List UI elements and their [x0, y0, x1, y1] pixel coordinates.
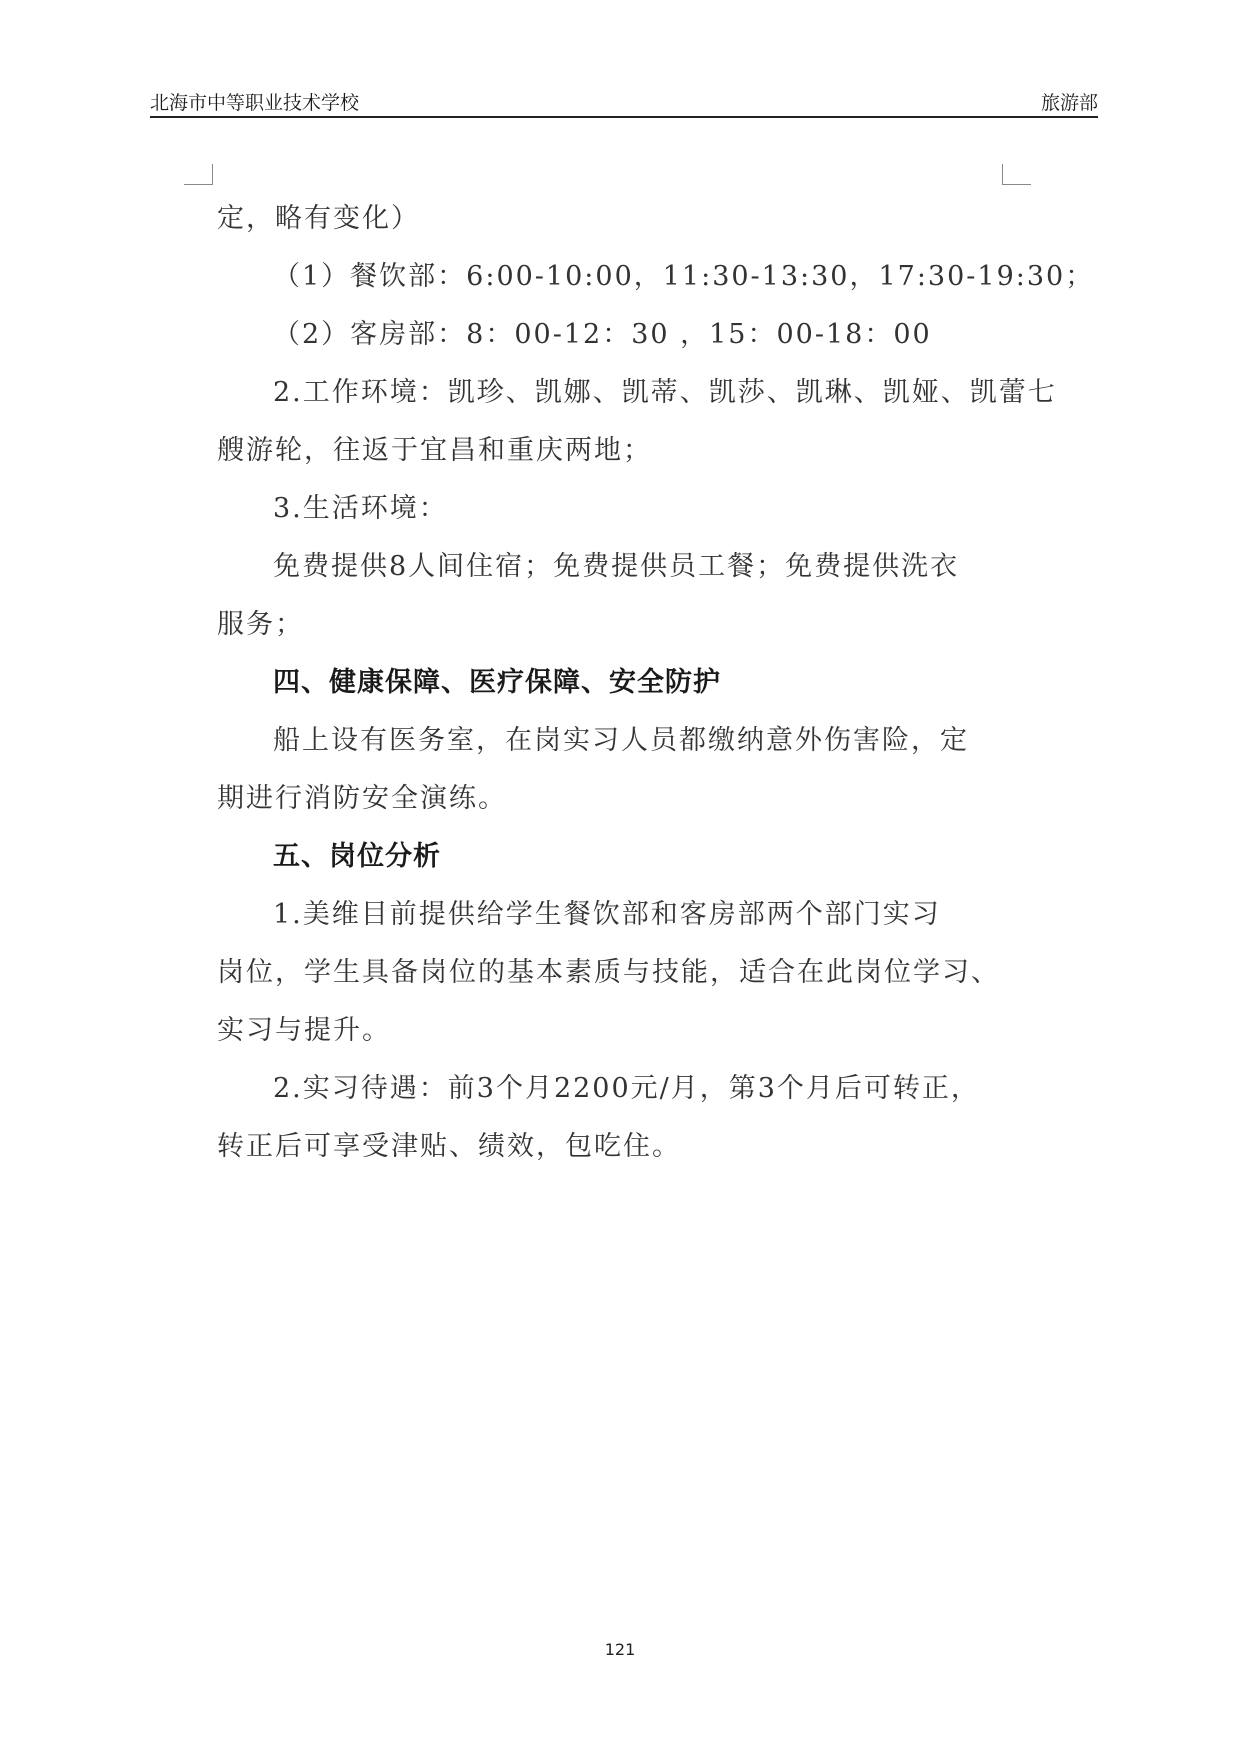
living-benefits-line-continued: 服务；: [217, 609, 304, 640]
crop-mark-top-left: [184, 164, 213, 185]
school-name: 北海市中等职业技术学校: [150, 92, 360, 114]
salary-paragraph-line: 2.实习待遇：前3个月2200元/月，第3个月后可转正，: [273, 1073, 980, 1104]
salary-paragraph-line-continued: 转正后可享受津贴、绩效，包吃住。: [217, 1131, 681, 1162]
work-environment-line: 2.工作环境：凯珍、凯娜、凯蒂、凯莎、凯琳、凯娅、凯蕾七: [273, 377, 1057, 408]
document-body: [217, 190, 1095, 1176]
position-paragraph-line-end: 实习与提升。: [217, 1015, 391, 1046]
section-heading-position: 五、岗位分析: [273, 841, 441, 872]
paragraph-line: 定，略有变化）: [217, 203, 420, 234]
schedule-catering-line: （1）餐饮部：6:00-10:00，11:30-13:30，17:30-19:30；: [273, 261, 1095, 292]
page-number: 121: [604, 1640, 636, 1659]
schedule-housekeeping-line: （2）客房部：8：00-12：30 ，15：00-18：00: [273, 319, 932, 350]
position-paragraph-line: 1.美维目前提供给学生餐饮部和客房部两个部门实习: [273, 899, 941, 930]
work-environment-line-continued: 艘游轮，往返于宜昌和重庆两地；: [217, 435, 652, 466]
health-paragraph-line: 船上设有医务室，在岗实习人员都缴纳意外伤害险，定: [273, 725, 969, 756]
page-header: [150, 86, 1098, 118]
living-environment-line: 3.生活环境：: [273, 493, 448, 524]
department-name: 旅游部: [1040, 92, 1098, 114]
section-heading-health: 四、健康保障、医疗保障、安全防护: [273, 667, 721, 698]
position-paragraph-line-continued: 岗位，学生具备岗位的基本素质与技能，适合在此岗位学习、: [217, 957, 1000, 988]
crop-mark-top-right: [1002, 164, 1031, 185]
health-paragraph-line-continued: 期进行消防安全演练。: [217, 783, 507, 814]
living-benefits-line: 免费提供8人间住宿；免费提供员工餐；免费提供洗衣: [273, 551, 960, 582]
